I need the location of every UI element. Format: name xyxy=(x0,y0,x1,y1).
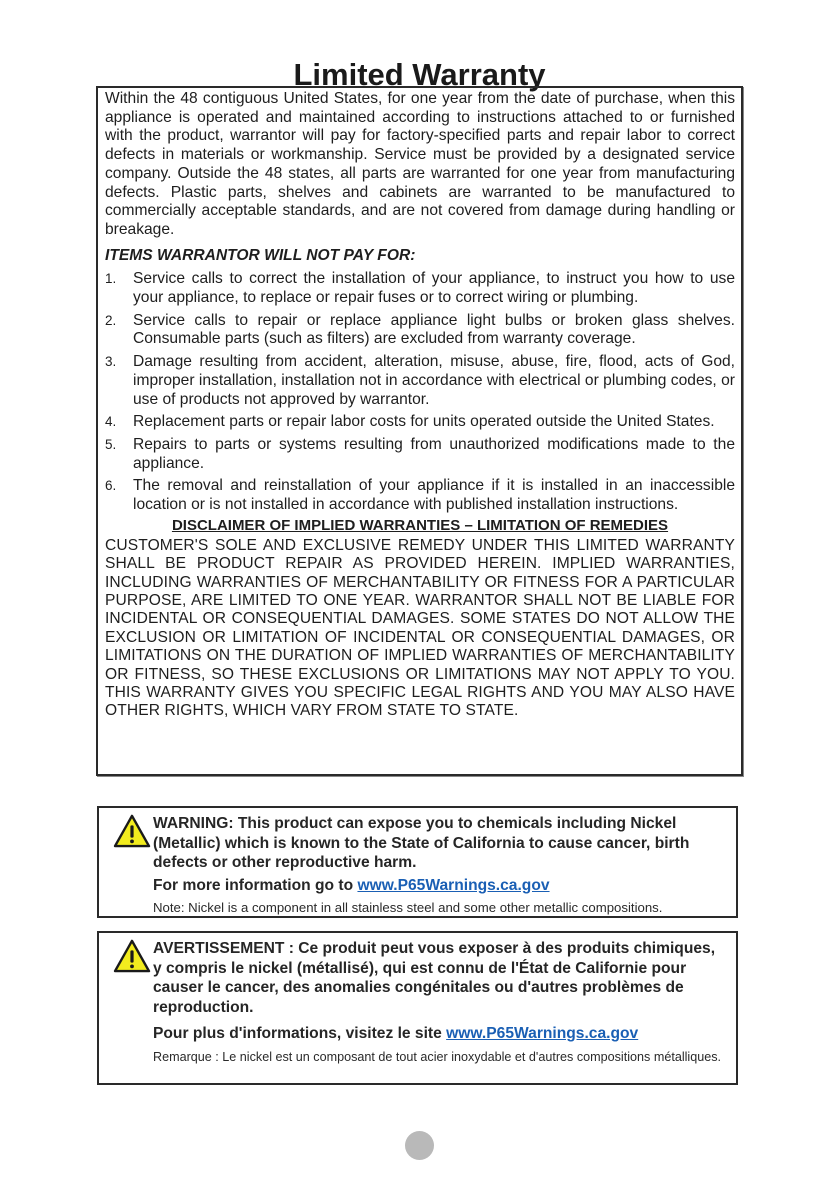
disclaimer-heading: DISCLAIMER OF IMPLIED WARRANTIES – LIMITATION OF REMEDIES xyxy=(171,516,669,534)
more-info-line xyxy=(153,1024,726,1044)
warning-text: AVERTISSEMENT : Ce produit peut vous exposer à des produits chimiques, y compris le nickel (métallisé), qui est connu de l'État de Californie pour causer le cancer, des anomalies congénitales ou d'autres problèmes de reproduction. xyxy=(153,940,716,1016)
list-item xyxy=(105,353,735,409)
page-number-dot xyxy=(405,1131,434,1160)
warning-note: Remarque : Le nickel est un composant de tout acier inoxydable et d'autres compositions métalliques. xyxy=(153,1049,722,1064)
more-info-prefix: Pour plus d'informations, visitez le site xyxy=(153,1025,447,1042)
disclaimer-text: CUSTOMER'S SOLE AND EXCLUSIVE REMEDY UNDER THIS LIMITED WARRANTY SHALL BE PRODUCT REPAIR AS PROVIDED HEREIN. IMPLIED WARRANTIES, INCLUDING WARRANTIES OF MERCHANTABILITY OR FITNESS FOR A PARTICULAR PURPOSE, ARE LIMITED TO ONE YEAR. WARRANTOR SHALL NOT BE LIABLE FOR INCIDENTAL OR CONSEQUENTIAL DAMAGES. SOME STATES DO NOT ALLOW THE EXCLUSION OR LIMITATION OF INCIDENTAL OR CONSEQUENTIAL DAMAGES, OR LIMITATIONS ON THE DURATION OF IMPLIED WARRANTIES OF MERCHANTABILITY OR FITNESS, SO THESE EXCLUSIONS OR LIMITATIONS MAY NOT APPLY TO YOU. THIS WARRANTY GIVES YOU SPECIFIC LEGAL RIGHTS AND YOU MAY ALSO HAVE OTHER RIGHTS, WHICH VARY FROM STATE TO STATE. xyxy=(105,536,735,720)
item-number: 2. xyxy=(105,312,117,328)
warning-body xyxy=(153,814,726,916)
items-heading: ITEMS WARRANTOR WILL NOT PAY FOR: xyxy=(105,246,416,264)
p65-warnings-link[interactable]: www.P65Warnings.ca.gov xyxy=(357,876,550,894)
list-item xyxy=(105,312,735,349)
list-item xyxy=(105,477,735,514)
page-title: Limited Warranty xyxy=(293,56,546,92)
warranty-intro: Within the 48 contiguous United States, for one year from the date of purchase, when this appliance is operated and maintained according to instructions attached to or furnished with the product, warrantor will pay for factory-specified parts and repair labor to correct defects in materials or workmanship. Service must be provided by a designated service company. Outside the 48 states, all parts are warranted for one year from manufacturing defects. Plastic parts, shelves and cabinets are warranted to be manufactured to commercially acceptable standards, and are not covered from damage during handling or breakage. xyxy=(105,90,735,238)
p65-warnings-link[interactable]: www.P65Warnings.ca.gov xyxy=(446,1025,639,1042)
item-number: 5. xyxy=(105,436,117,452)
warranty-box xyxy=(96,86,743,776)
item-number: 3. xyxy=(105,354,117,370)
item-text: Damage resulting from accident, alteration, misuse, abuse, fire, flood, acts of God, improper installation, installation not in accordance with electrical or plumbing codes, or use of products not approved by warrantor. xyxy=(133,353,735,408)
excluded-items-list xyxy=(105,270,735,514)
list-item xyxy=(105,413,735,432)
item-number: 4. xyxy=(105,414,117,430)
list-item xyxy=(105,270,735,307)
more-info-line xyxy=(153,876,726,896)
list-item xyxy=(105,436,735,473)
item-text: The removal and reinstallation of your appliance if it is installed in an inaccessible location or is not installed in accordance with published installation instructions. xyxy=(133,477,735,514)
more-info-prefix: For more information go to xyxy=(153,876,358,894)
warranty-content xyxy=(105,90,735,721)
item-number: 1. xyxy=(105,271,117,287)
item-number: 6. xyxy=(105,478,117,494)
item-text: Repairs to parts or systems resulting from unauthorized modifications made to the appliance. xyxy=(133,435,735,472)
warning-body xyxy=(153,939,726,1065)
warning-note: Note: Nickel is a component in all stainless steel and some other metallic compositions. xyxy=(153,900,663,915)
item-text: Replacement parts or repair labor costs for units operated outside the United States. xyxy=(133,413,715,431)
warning-text: WARNING: This product can expose you to chemicals including Nickel (Metallic) which is known to the State of California to cause cancer, birth defects or other reproductive harm. xyxy=(153,815,690,871)
warning-triangle-icon xyxy=(113,939,151,973)
prop65-warning-french xyxy=(97,931,738,1085)
warning-triangle-icon xyxy=(113,814,151,848)
item-text: Service calls to repair or replace appliance light bulbs or broken glass shelves. Consumable parts (such as filters) are excluded from warranty coverage. xyxy=(133,311,735,348)
item-text: Service calls to correct the installation of your appliance, to instruct you how to use your appliance, to replace or repair fuses or to correct wiring or plumbing. xyxy=(133,270,735,307)
prop65-warning-english xyxy=(97,806,738,918)
